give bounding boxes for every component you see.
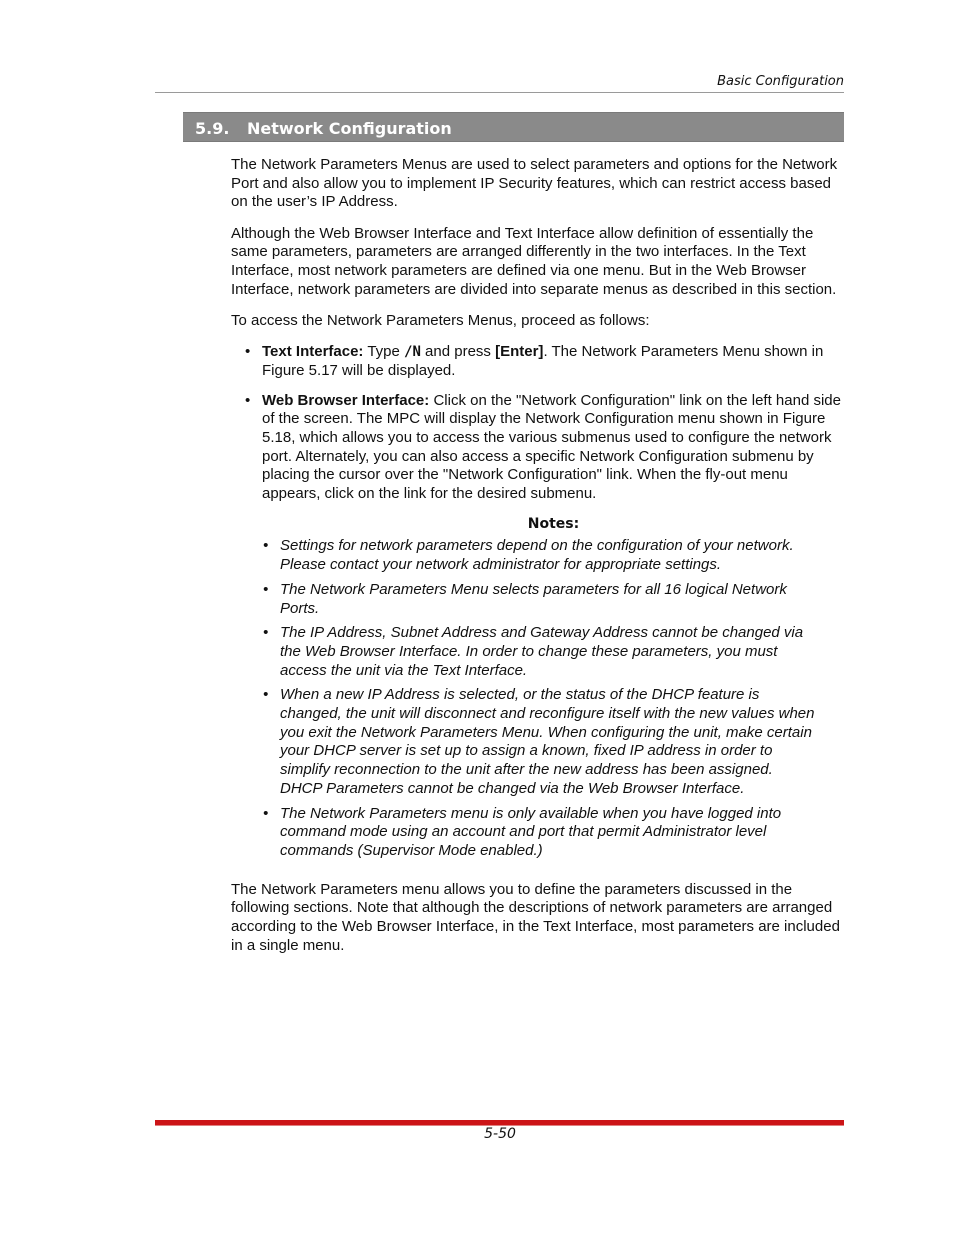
note-text: The Network Parameters Menu selects parameters for all 16 logical Network Ports. (280, 580, 787, 617)
bullet-icon: • (263, 580, 269, 598)
note-item (231, 581, 845, 618)
bullet-text: and press (420, 343, 496, 361)
section-number: 5.9. (195, 119, 230, 138)
note-text: Settings for network parameters depend on the configuration of your network. Please contact your network administrator for appropriate settings. (280, 537, 794, 574)
section-heading-bar (183, 112, 844, 142)
bullet-icon: • (263, 804, 269, 822)
closing-paragraph: The Network Parameters menu allows you to define the parameters discussed in the following sections. Note that although the descriptions of network parameters are arranged according to the Web Browser Interface, in the Text Interface, most parameters are included in a single menu. (231, 880, 840, 954)
notes-list (231, 537, 845, 860)
command-text: /N (404, 344, 421, 361)
interfaces-paragraph: Although the Web Browser Interface and Text Interface allow definition of essentially the same parameters, parameters are arranged differently in the two interfaces. In the Text Interface, most network parameters are defined via one menu. But in the Web Browser Interface, network parameters are divided into separate menus as described in this section. (231, 224, 837, 298)
bullet-label: Web Browser Interface: (262, 391, 430, 409)
note-text: The IP Address, Subnet Address and Gateway Address cannot be changed via the Web Browser Interface. In order to change these parameters, you must access the unit via the Text Interface. (280, 624, 804, 679)
running-header: Basic Configuration (717, 74, 844, 89)
note-item (231, 537, 845, 574)
bullet-icon: • (263, 624, 269, 642)
page-number: 5-50 (484, 1126, 516, 1142)
bullet-icon: • (245, 391, 251, 409)
body-content (231, 156, 845, 968)
note-item (231, 624, 845, 680)
list-item-text-interface (231, 343, 845, 380)
bullet-icon: • (245, 343, 251, 361)
bullet-icon: • (263, 537, 269, 555)
key-text: [Enter] (495, 343, 544, 361)
bullet-text: Type (363, 343, 405, 361)
note-item (231, 805, 845, 861)
header-rule (155, 92, 844, 93)
bullet-text: . The Network Parameters Menu shown in Figure 5.17 will be displayed. (262, 343, 824, 379)
bullet-icon: • (263, 686, 269, 704)
list-item-web-interface (231, 392, 845, 504)
access-methods-list (231, 343, 845, 504)
access-paragraph: To access the Network Parameters Menus, proceed as follows: (231, 311, 650, 329)
notes-title: Notes: (527, 515, 580, 532)
bullet-text: Click on the "Network Configuration" link on the left hand side of the screen. The MPC will display the Network Configuration menu shown in Figure 5.18, which allows you to access the various submenus used to configure the network port. Alternately, you can also access a specific Network Configuration submenu by placing the cursor over the "Network Configuration" link. When the fly-out menu appears, click on the link for the desired submenu. (262, 391, 841, 503)
bullet-label: Text Interface: (262, 343, 364, 361)
note-text: The Network Parameters menu is only available when you have logged into command mode using an account and port that permit Administrator level commands (Supervisor Mode enabled.) (280, 804, 782, 859)
note-text: When a new IP Address is selected, or the status of the DHCP feature is changed, the unit will disconnect and reconfigure itself with the new values when you exit the Network Parameters Menu. When configuring the unit, make certain your DHCP server is set up to assign a known, fixed IP address in order to simplify reconnection to the unit after the new address has been assigned. DHCP Parameters cannot be changed via the Web Browser Interface. (280, 686, 815, 797)
section-title: Network Configuration (247, 119, 452, 138)
note-item (231, 686, 845, 798)
intro-paragraph: The Network Parameters Menus are used to select parameters and options for the Network Port and also allow you to implement IP Security features, which can restrict access based on the user’s IP Address. (231, 156, 838, 211)
